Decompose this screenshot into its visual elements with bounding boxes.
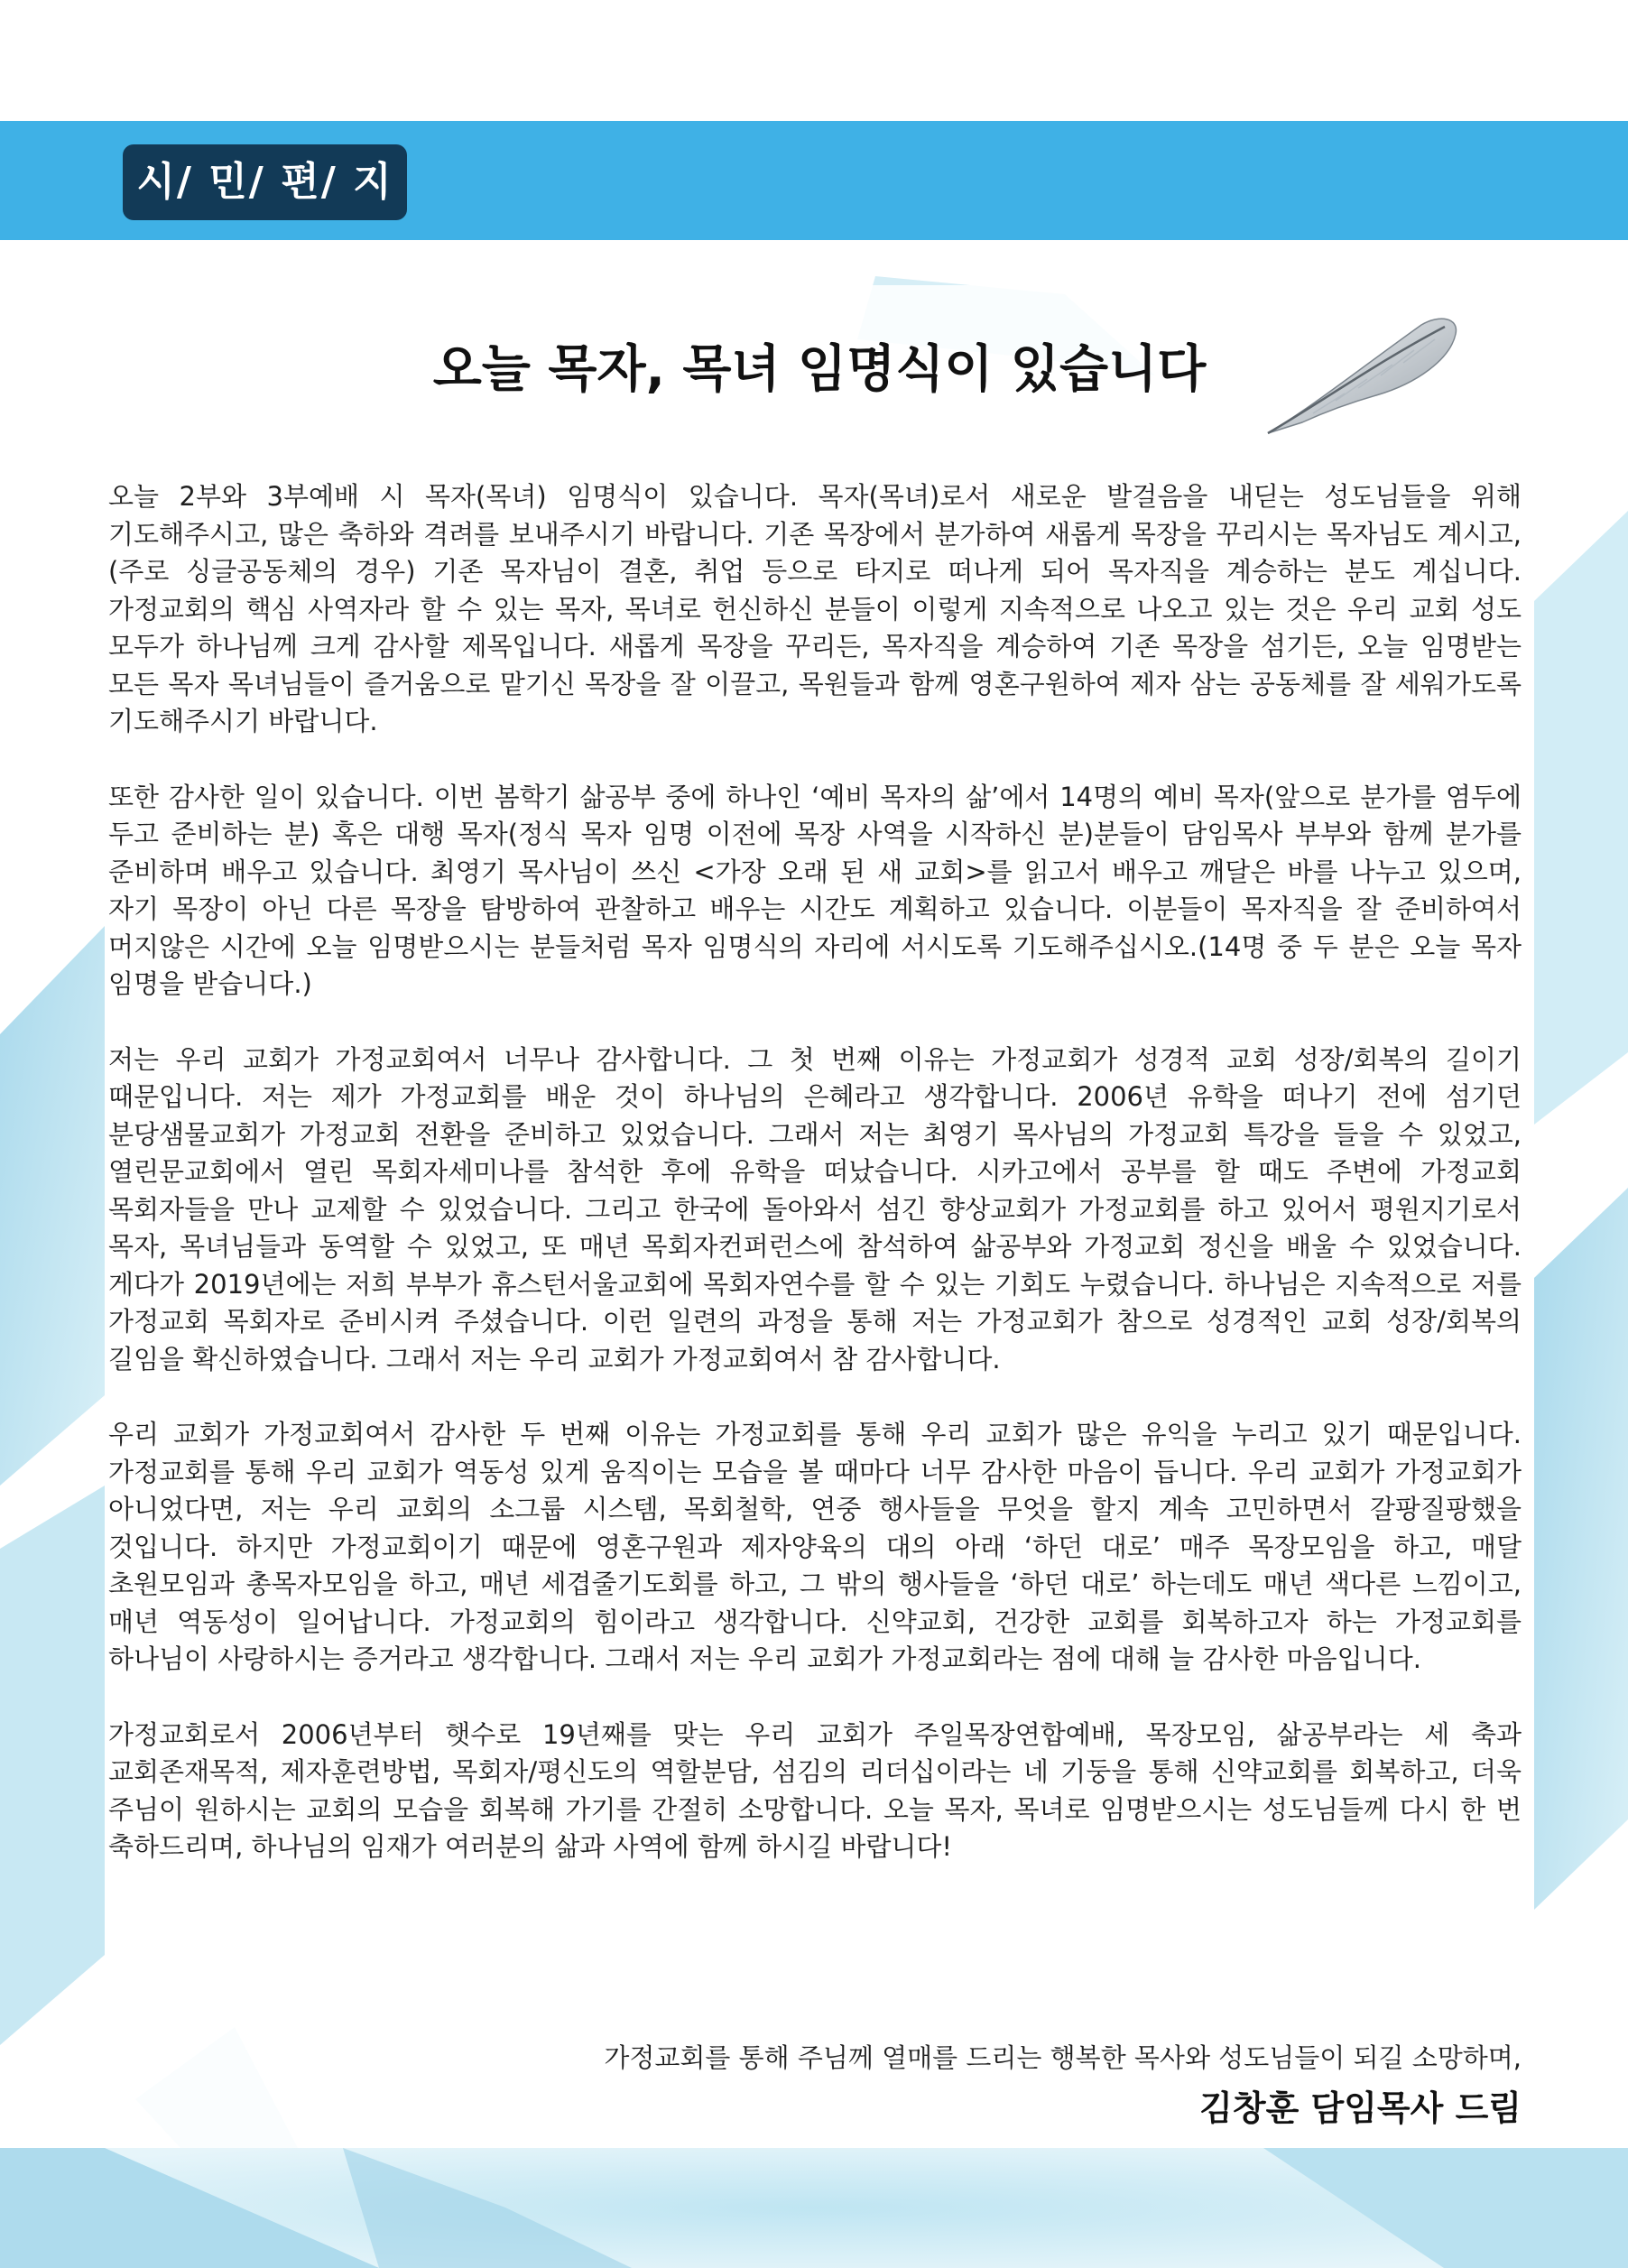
letter-title: 오늘 목자, 목녀 임명식이 있습니다 bbox=[432, 340, 1207, 399]
body-paragraph-2: 또한 감사한 일이 있습니다. 이번 봄학기 삶공부 중에 하나인 ‘예비 목자의 삶’에서 14명의 예비 목자(앞으로 분가를 염두에 두고 준비하는 분) 혹은 대행 목자(정식 목자 임명 이전에 목장 사역을 시작하신 분)분들이 담임목사 부부와 함께 분가를 준비하며 배우고 있습니다. 최영기 목사님이 쓰신 <가장 오래 된 새 교회>를 읽고서 배우고 깨달은 바를 나누고 있으며, 자기 목장이 아닌 다른 목장을 탐방하여 관찰하고 배우는 시간도 계획하고 있습니다. 이분들이 목자직을 잘 준비하여서 머지않은 시간에 오늘 임명받으시는 분들처럼 목자 임명식의 자리에 서시도록 기도해주십시오.(14명 중 두 분은 오늘 목자 임명을 받습니다.) bbox=[108, 781, 1522, 999]
body-paragraph-1: 오늘 2부와 3부예배 시 목자(목녀) 임명식이 있습니다. 목자(목녀)로서 새로운 발걸음을 내딛는 성도님들을 위해 기도해주시고, 많은 축하와 격려를 보내주시기 바랍니다. 기존 목장에서 분가하여 새롭게 목장을 꾸리시는 목자님도 계시고, (주로 싱글공동체의 경우) 기존 목자님이 결혼, 취업 등으로 타지로 떠나게 되어 목자직을 계승하는 분도 계십니다. 가정교회의 핵심 사역자라 할 수 있는 목자, 목녀로 헌신하신 분들이 이렇게 지속적으로 나오고 있는 것은 우리 교회 성도 모두가 하나님께 크게 감사할 제목입니다. 새롭게 목장을 꾸리든, 목자직을 계승하여 기존 목장을 섬기든, 오늘 임명받는 모든 목자 목녀님들이 즐거움으로 맡기신 목장을 잘 이끌고, 목원들과 함께 영혼구원하여 제자 삼는 공동체를 잘 세워가도록 기도해주시기 바랍니다. bbox=[108, 481, 1522, 736]
section-label: 시/ 민/ 편/ 지 bbox=[123, 144, 407, 220]
body-paragraph-3: 저는 우리 교회가 가정교회여서 너무나 감사합니다. 그 첫 번째 이유는 가정교회가 성경적 교회 성장/회복의 길이기 때문입니다. 저는 제가 가정교회를 배운 것이 하나님의 은혜라고 생각합니다. 2006년 유학을 떠나기 전에 섬기던 분당샘물교회가 가정교회 전환을 준비하고 있었습니다. 그래서 저는 최영기 목사님의 가정교회 특강을 들을 수 있었고, 열린문교회에서 열린 목회자세미나를 참석한 후에 유학을 떠났습니다. 시카고에서 공부를 할 때도 주변에 가정교회 목회자들을 만나 교제할 수 있었습니다. 그리고 한국에 돌아와서 섬긴 향상교회가 가정교회를 하고 있어서 평원지기로서 목자, 목녀님들과 동역할 수 있었고, 또 매년 목회자컨퍼런스에 참석하여 삶공부와 가정교회 정신을 배울 수 있었습니다. 게다가 2019년에는 저희 부부가 휴스턴서울교회에 목회자연수를 할 수 있는 기회도 누렸습니다. 하나님은 지속적으로 저를 가정교회 목회자로 준비시켜 주셨습니다. 이런 일련의 과정을 통해 저는 가정교회가 참으로 성경적인 교회 성장/회복의 길임을 확신하였습니다. 그래서 저는 우리 교회가 가정교회여서 참 감사합니다. bbox=[108, 1043, 1522, 1375]
closing-line: 가정교회를 통해 주님께 열매를 드리는 행복한 목사와 성도님들이 되길 소망하며, bbox=[604, 2042, 1522, 2073]
body-paragraph-5: 가정교회로서 2006년부터 햇수로 19년째를 맞는 우리 교회가 주일목장연합예배, 목장모임, 삶공부라는 세 축과 교회존재목적, 제자훈련방법, 목회자/평신도의 역할분담, 섬김의 리더십이라는 네 기둥을 통해 신약교회를 회복하고, 더욱 주님이 원하시는 교회의 모습을 회복해 가기를 간절히 소망합니다. 오늘 목자, 목녀로 임명받으시는 성도님들께 다시 한 번 축하드리며, 하나님의 임재가 여러분의 삶과 사역에 함께 하시길 바랍니다! bbox=[108, 1718, 1522, 1862]
letter-body bbox=[108, 478, 1522, 1904]
signature: 김창훈 담임목사 드림 bbox=[1199, 2088, 1522, 2128]
feather-quill-icon bbox=[1259, 307, 1466, 442]
body-paragraph-4: 우리 교회가 가정교회여서 감사한 두 번째 이유는 가정교회를 통해 우리 교회가 많은 유익을 누리고 있기 때문입니다. 가정교회를 통해 우리 교회가 역동성 있게 움직이는 모습을 볼 때마다 너무 감사한 마음이 듭니다. 우리 교회가 가정교회가 아니었다면, 저는 우리 교회의 소그룹 시스템, 목회철학, 연중 행사들을 무엇을 할지 계속 고민하면서 갈팡질팡했을 것입니다. 하지만 가정교회이기 때문에 영혼구원과 제자양육의 대의 아래 ‘하던 대로’ 매주 목장모임을 하고, 매달 초원모임과 총목자모임을 하고, 매년 세겹줄기도회를 하고, 그 밖의 행사들을 ‘하던 대로’ 하는데도 매년 색다른 느낌이고, 매년 역동성이 일어납니다. 가정교회의 힘이라고 생각합니다. 신약교회, 건강한 교회를 회복하고자 하는 가정교회를 하나님이 사랑하시는 증거라고 생각합니다. 그래서 저는 우리 교회가 가정교회라는 점에 대해 늘 감사한 마음입니다. bbox=[108, 1419, 1522, 1674]
